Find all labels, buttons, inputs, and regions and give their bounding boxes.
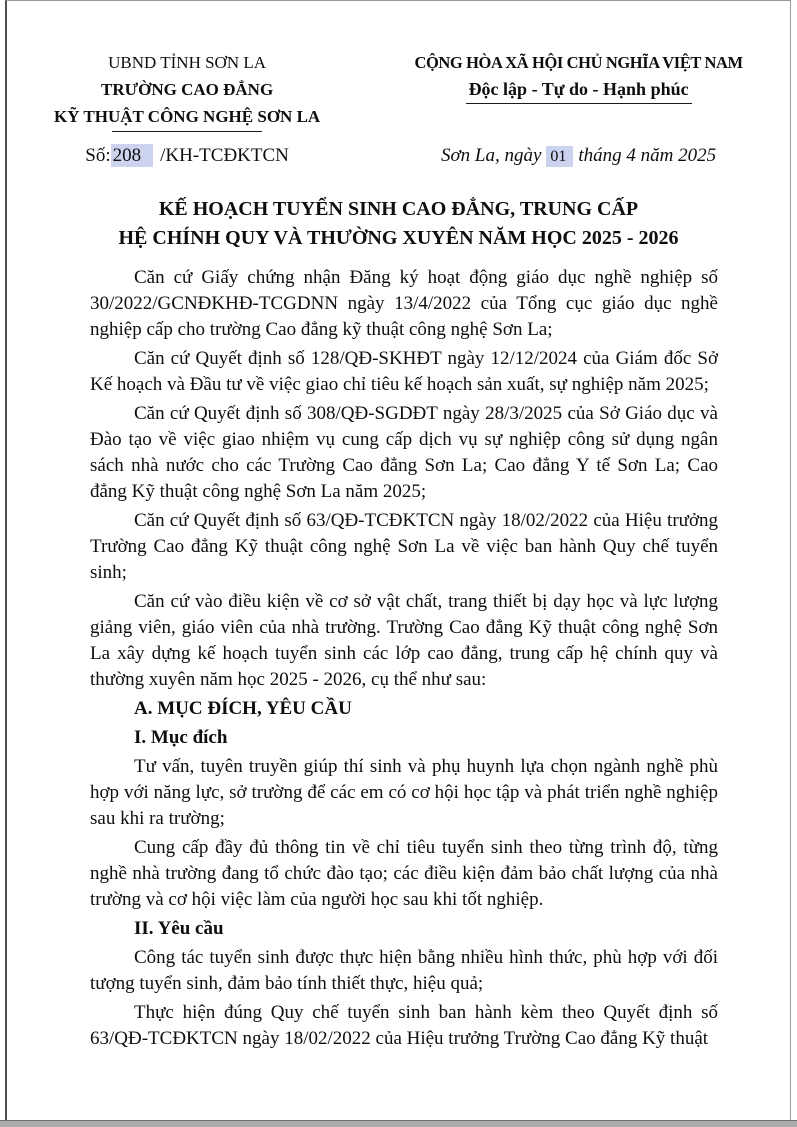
date-suffix: tháng 4 năm 2025 bbox=[578, 145, 717, 166]
date-line bbox=[367, 145, 790, 167]
document-header bbox=[7, 1, 790, 167]
national-motto-line2: Độc lập - Tự do - Hạnh phúc bbox=[466, 76, 692, 104]
document-page bbox=[5, 0, 791, 1120]
paragraph: Công tác tuyển sinh được thực hiện bằng nhiều hình thức, phù hợp với đối tượng tuyển sinh, đảm bảo tính thiết thực, hiệu quả; bbox=[90, 947, 718, 994]
page-bottom-edge bbox=[0, 1120, 797, 1127]
issuer-block bbox=[7, 49, 367, 167]
paragraph: Căn cứ vào điều kiện về cơ sở vật chất, trang thiết bị dạy học và lực lượng giảng viên, giáo viên của nhà trường. Trường Cao đẳng Kỹ thuật công nghệ Sơn La xây dựng kế hoạch tuyển sinh các lớp cao đẳng, trung cấp hệ chính quy và thường xuyên năm học 2025 - 2026, cụ thể như sau: bbox=[90, 591, 718, 690]
paragraph: Tư vấn, tuyên truyền giúp thí sinh và phụ huynh lựa chọn ngành nghề phù hợp với năng lực, sở trường để các em có cơ hội học tập và phát triển nghề nghiệp sau khi ra trường; bbox=[90, 756, 718, 829]
document-number-field[interactable]: 208 bbox=[111, 144, 154, 167]
document-title-line2: HỆ CHÍNH QUY VÀ THƯỜNG XUYÊN NĂM HỌC 2025 - 2026 bbox=[118, 227, 679, 249]
section-heading-ii: II. Yêu cầu bbox=[134, 918, 224, 939]
paragraph: Căn cứ Giấy chứng nhận Đăng ký hoạt động giáo dục nghề nghiệp số 30/2022/GCNĐKHĐ-TCGDNN ngày 13/4/2022 của Tổng cục giáo dục nghề nghiệp cấp cho trường Cao đẳng kỹ thuật công nghệ Sơn La; bbox=[90, 267, 718, 340]
paragraph: Căn cứ Quyết định số 308/QĐ-SGDĐT ngày 28/3/2025 của Sở Giáo dục và Đào tạo về việc giao nhiệm vụ cung cấp dịch vụ sự nghiệp công sử dụng ngân sách nhà nước cho các Trường Cao đẳng Sơn La; Cao đẳng Y tế Sơn La; Cao đẳng Kỹ thuật công nghệ Sơn La năm 2025; bbox=[90, 403, 718, 502]
document-number-label: Số: bbox=[85, 145, 111, 166]
paragraph: Căn cứ Quyết định số 128/QĐ-SKHĐT ngày 12/12/2024 của Giám đốc Sở Kế hoạch và Đầu tư về việc giao chỉ tiêu kế hoạch sản xuất, sự nghiệp năm 2025; bbox=[90, 348, 718, 395]
national-block bbox=[367, 49, 790, 167]
paragraph: Căn cứ Quyết định số 63/QĐ-TCĐKTCN ngày 18/02/2022 của Hiệu trưởng Trường Cao đẳng Kỹ thuật công nghệ Sơn La về việc ban hành Quy chế tuyển sinh; bbox=[90, 510, 718, 583]
date-day-field[interactable]: 01 bbox=[546, 146, 573, 167]
document-body bbox=[7, 253, 790, 1052]
paragraph: Thực hiện đúng Quy chế tuyển sinh ban hành kèm theo Quyết định số 63/QĐ-TCĐKTCN ngày 18/02/2022 của Hiệu trưởng Trường Cao đẳng Kỹ thuật bbox=[90, 1002, 718, 1049]
issuer-underline-rule bbox=[112, 131, 262, 132]
document-title-line1: KẾ HOẠCH TUYỂN SINH CAO ĐẲNG, TRUNG CẤP bbox=[158, 198, 639, 220]
section-heading-i: I. Mục đích bbox=[134, 727, 228, 748]
paragraph: Cung cấp đầy đủ thông tin về chỉ tiêu tuyển sinh theo từng trình độ, từng nghề nhà trường đang tổ chức đào tạo; các điều kiện đảm bảo chất lượng của nhà trường và cơ hội việc làm của người học sau khi tốt nghiệp. bbox=[90, 837, 718, 910]
issuer-parent-org: UBND TỈNH SƠN LA bbox=[108, 53, 267, 72]
issuer-org-name-line2: KỸ THUẬT CÔNG NGHỆ SƠN LA bbox=[53, 107, 321, 126]
document-number-symbol: /KH-TCĐKTCN bbox=[160, 145, 289, 166]
date-prefix: Sơn La, ngày bbox=[441, 145, 542, 166]
document-title bbox=[7, 195, 790, 253]
section-heading-a: A. MỤC ĐÍCH, YÊU CẦU bbox=[134, 698, 352, 719]
national-motto-line1: CỘNG HÒA XÃ HỘI CHỦ NGHĨA VIỆT NAM bbox=[414, 53, 743, 72]
issuer-org-name-line1: TRƯỜNG CAO ĐẲNG bbox=[100, 80, 274, 99]
document-number-line bbox=[7, 145, 367, 167]
